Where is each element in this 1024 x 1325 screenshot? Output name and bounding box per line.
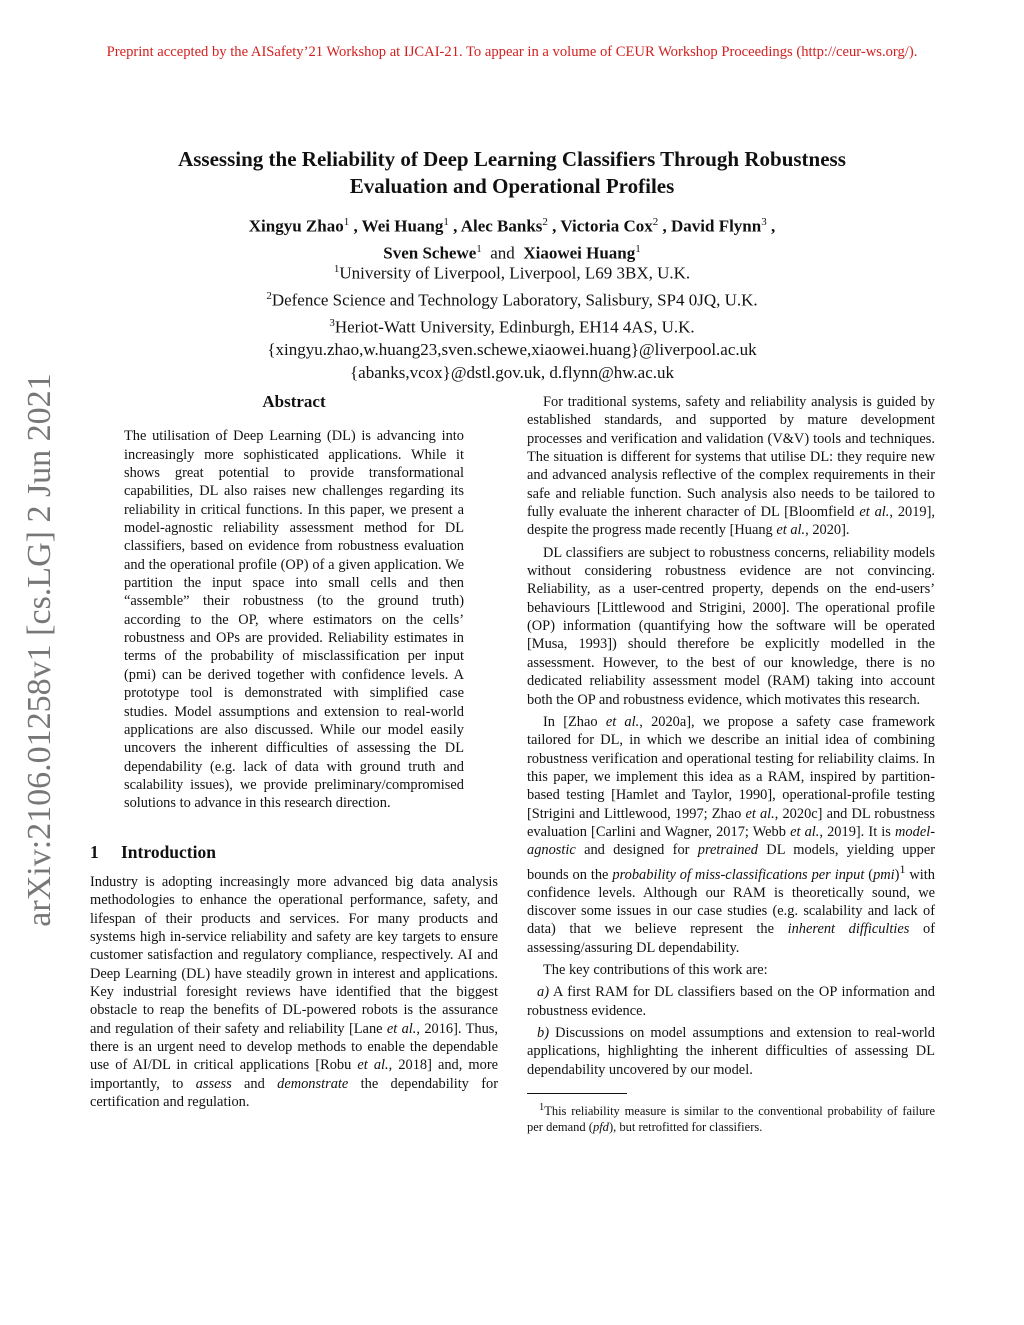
affiliation-text: University of Liverpool, Liverpool, L69 3BX, U.K. xyxy=(339,263,691,283)
arxiv-identifier: arXiv:2106.01258v1 [cs.LG] 2 Jun 2021 xyxy=(21,373,58,927)
author-name: Victoria Cox xyxy=(560,216,653,236)
author-name: Sven Schewe xyxy=(383,243,477,263)
affiliation xyxy=(110,285,914,312)
authors-conjunction: and xyxy=(490,243,515,263)
footnote-ref: 1 xyxy=(899,861,906,876)
affiliation-text: Heriot-Watt University, Edinburgh, EH14 4AS, U.K. xyxy=(334,317,695,337)
contribution-a: a) A first RAM for DL classifiers based on the OP information and robustness evidence. xyxy=(527,984,935,1019)
section-title: Introduction xyxy=(121,841,216,862)
author-affil-mark: 3 xyxy=(761,216,767,228)
affiliation-mark: 3 xyxy=(329,317,335,330)
arxiv-sidestamp xyxy=(20,370,60,930)
author-name: Xiaowei Huang xyxy=(523,243,636,263)
abstract-text: The utilisation of Deep Learning (DL) is advancing into increasingly more sophisticated applications. While it shows great potential to provide transformational capabilities, DL also raises new challenges regarding its reliability in critical functions. In this paper, we present a model-agnostic reliability assessment method for DL classifiers, based on evidence from robustness evaluation and the operational profile (OP) of a given application. We partition the input space into small cells and then “assemble” their robustness (to the ground truth) according to the OP, where estimators on the cells’ robustness and OPs are provided. Reliability estimates in terms of the probability of misclassification per input (pmi) can be derived together with confidence levels. A prototype tool is demonstrated with simplified case studies. Model assumptions and extension to real-world applications are also discussed. While our model easily uncovers the inherent difficulties of assessing the DL dependability (e.g. lack of data with ground truth and scalability issues), we provide preliminary/compromised solutions to advance in this research direction. xyxy=(124,428,464,812)
affiliation-mark: 1 xyxy=(333,263,340,275)
preprint-banner: Preprint accepted by the AISafety’21 Workshop at IJCAI-21. To appear in a volume of CEUR Workshop Proceedings (http://ceur-ws.org/). xyxy=(106,44,918,60)
author-affil-mark: 1 xyxy=(635,242,641,255)
intro-paragraph-4: In [Zhao et al., 2020a], we propose a safety case framework tailored for DL, in which we describe an initial idea of combining robustness verification and operational testing for reliability claims. In this paper, we implement this idea as a RAM, inspired by partition-based testing [Hamlet and Taylor, 1990], operational-profile testing [Strigini and Littlewood, 1997; Zhao et al., 2020c] and DL robustness evaluation [Carlini and Wagner, 2017; Webb et al., 2019]. It is model-agnostic and designed for pretrained DL models, yielding upper bounds on the probability of miss-classifications per input (pmi)$^1$ with confidence levels. Although our RAM is theoretically sound, we discover some issues in our case studies (e.g. scalability and lack of data) that we believe represent the inherent difficulties of assessing/assuring DL dependability. xyxy=(527,713,936,956)
author-name: Xingyu Zhao xyxy=(248,216,344,236)
affiliations xyxy=(110,258,914,384)
author-affil-mark: 2 xyxy=(652,216,659,228)
affiliation-text: Defence Science and Technology Laboratory, Salisbury, SP4 0JQ, U.K. xyxy=(271,290,758,310)
footnote: $^1$This reliability measure is similar to the conventional probability of failure per demand (pfd), but retrofitted for classifiers. xyxy=(527,1102,935,1135)
affiliation-mark: 2 xyxy=(266,290,272,303)
title-line-2: Evaluation and Operational Profiles xyxy=(349,174,675,198)
email-line: {abanks,vcox}@dstl.gov.uk, d.flynn@hw.ac.uk xyxy=(350,362,674,382)
author-list xyxy=(110,211,914,264)
section-heading-introduction xyxy=(90,843,498,861)
author-name: Alec Banks xyxy=(460,216,543,236)
abstract-heading: Abstract xyxy=(262,392,326,411)
author-affil-mark: 2 xyxy=(542,216,548,228)
intro-paragraph-3: DL classifiers are subject to robustness concerns, reliability models without considering robustness evidence are not convincing. Reliability, as a user-centred property, depends on the end-users’ behaviours [Littlewood and Strigini, 2000]. The operational profile (OP) information (quantifying how the software will be operated [Musa, 1993]) should therefore be explicitly modelled in the assessment. However, to the best of our knowledge, there is no dedicated reliability assessment model (RAM) taking into account both the OP and robustness evidence, which motivates this research. xyxy=(527,544,935,708)
email-line: {xingyu.zhao,w.huang23,sven.schewe,xiaowei.huang}@liverpool.ac.uk xyxy=(267,340,757,360)
author-name: David Flynn xyxy=(671,216,762,236)
intro-paragraph-2: For traditional systems, safety and reliability analysis is guided by established standards, and supported by mature development processes and verification and validation (V&V) tools and techniques. The situation is different for systems that utilise DL: they require new and advanced analysis reflective of the complex requirements in their safe and reliable function. Such analysis also needs to be tailored to fully evaluate the inherent character of DL [Bloomfield et al., 2019], despite the progress made recently [Huang et al., 2020]. xyxy=(527,394,935,539)
contribution-b: b) Discussions on model assumptions and extension to real-world applications, highlighting the inherent difficulties of assessing DL dependability uncovered by our model. xyxy=(527,1025,935,1078)
author-name: Wei Huang xyxy=(361,216,444,236)
author-affil-mark: 1 xyxy=(476,242,482,255)
footnote-divider xyxy=(527,1093,627,1094)
affiliation xyxy=(110,258,914,285)
author-affil-mark: 1 xyxy=(343,216,350,228)
right-column xyxy=(527,393,935,1135)
section-number: 1 xyxy=(90,841,99,862)
author-affil-mark: 1 xyxy=(443,216,449,228)
paper-title xyxy=(110,146,914,200)
authors-line-1: Xingyu Zhao$^1$ , Wei Huang$^1$ , Alec Banks$^2$ , Victoria Cox$^2$ , David Flynn$^3$ , xyxy=(248,216,776,236)
title-line-1: Assessing the Reliability of Deep Learning Classifiers Through Robustness xyxy=(178,147,846,171)
intro-paragraph-1: Industry is adopting increasingly more advanced big data analysis methodologies to enhance the operational performance, safety, and lifespan of their products and services. For many products and systems high in-service reliability and safety are key targets to ensure customer satisfaction and regulatory compliance, respectively. AI and Deep Learning (DL) have steadily grown in interest and applications. Key industrial foresight reviews have identified that the biggest obstacle to reap the benefits of DL-powered robots is the assurance and regulation of their safety and reliability [Lane et al., 2016]. Thus, there is an urgent need to develop methods to enable the dependable use of AI/DL in critical applications [Robu et al., 2018] and, more importantly, to assess and demonstrate the dependability for certification and regulation. xyxy=(90,873,498,1111)
intro-paragraph-5: The key contributions of this work are: xyxy=(543,962,768,979)
left-column xyxy=(90,393,498,1115)
affiliation xyxy=(110,312,914,339)
